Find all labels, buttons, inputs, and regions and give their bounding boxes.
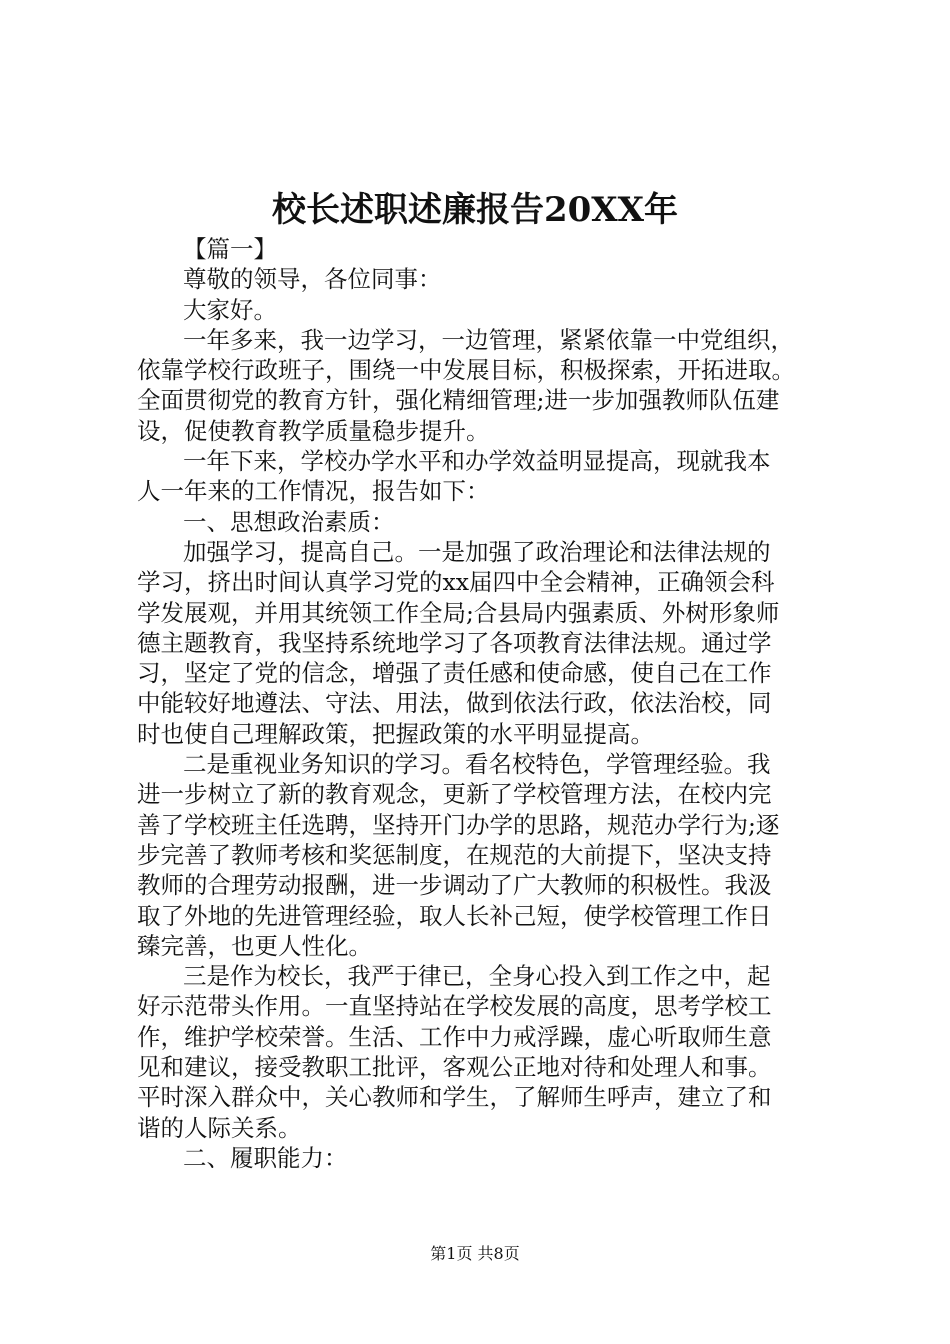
- text-line: 平时深入群众中，关心教师和学生，了解师生呼声，建立了和: [137, 1083, 772, 1112]
- text-line: 二、履职能力：: [183, 1143, 348, 1172]
- text-line: 善了学校班主任选聘，坚持开门办学的思路，规范办学行为;逐: [137, 810, 780, 839]
- text-line: 谐的人际关系。: [137, 1113, 302, 1142]
- text-line: 中能较好地遵法、守法、用法，做到依法行政，依法治校，同: [137, 689, 772, 718]
- text-line: 三是作为校长，我严于律已，全身心投入到工作之中，起: [183, 962, 771, 991]
- text-line: 加强学习，提高自己。一是加强了政治理论和法律法规的: [183, 537, 771, 566]
- text-line: 见和建议，接受教职工批评，客观公正地对待和处理人和事。: [137, 1053, 772, 1082]
- text-line: 人一年来的工作情况，报告如下：: [137, 477, 490, 506]
- text-line: 依靠学校行政班子，围绕一中发展目标，积极探索，开拓进取。: [137, 356, 795, 385]
- text-line: 【篇一】: [183, 235, 277, 263]
- document-body: [137, 234, 837, 1173]
- text-line: 尊敬的领导，各位同事：: [183, 265, 442, 294]
- text-line: 二是重视业务知识的学习。看名校特色，学管理经验。我: [183, 750, 771, 779]
- text-line: 全面贯彻党的教育方针，强化精细管理;进一步加强教师队伍建: [137, 386, 780, 415]
- document-title: 校长述职述廉报告20XX年: [271, 190, 679, 230]
- text-line: 臻完善，也更人性化。: [137, 931, 372, 960]
- text-line: 习，坚定了党的信念，增强了责任感和使命感，使自己在工作: [137, 659, 772, 688]
- text-line: 进一步树立了新的教育观念，更新了学校管理方法，在校内完: [137, 780, 772, 809]
- page-footer: 第1页 共8页: [430, 1244, 520, 1263]
- text-line: 作，维护学校荣誉。生活、工作中力戒浮躁，虚心听取师生意: [137, 1022, 772, 1051]
- text-line: 德主题教育，我坚持系统地学习了各项教育法律法规。通过学: [137, 628, 772, 657]
- text-line: 一年下来，学校办学水平和办学效益明显提高，现就我本: [183, 447, 771, 476]
- text-line: 大家好。: [183, 295, 277, 324]
- text-line: 取了外地的先进管理经验，取人长补己短，使学校管理工作日: [137, 901, 772, 930]
- text-line: 设，促使教育教学质量稳步提升。: [137, 416, 490, 445]
- text-line: 好示范带头作用。一直坚持站在学校发展的高度，思考学校工: [137, 992, 772, 1021]
- text-line: 步完善了教师考核和奖惩制度，在规范的大前提下，坚决支持: [137, 840, 772, 869]
- text-line: 时也使自己理解政策，把握政策的水平明显提高。: [137, 719, 654, 748]
- text-line: 学发展观，并用其统领工作全局;合县局内强素质、外树形象师: [137, 598, 780, 627]
- text-line: 教师的合理劳动报酬，进一步调动了广大教师的积极性。我汲: [137, 871, 772, 900]
- text-line: 一年多来，我一边学习，一边管理，紧紧依靠一中党组织，: [183, 325, 794, 354]
- text-line: 学习，挤出时间认真学习党的xx届四中全会精神，正确领会科: [137, 568, 775, 597]
- text-line: 一、思想政治素质：: [183, 507, 395, 536]
